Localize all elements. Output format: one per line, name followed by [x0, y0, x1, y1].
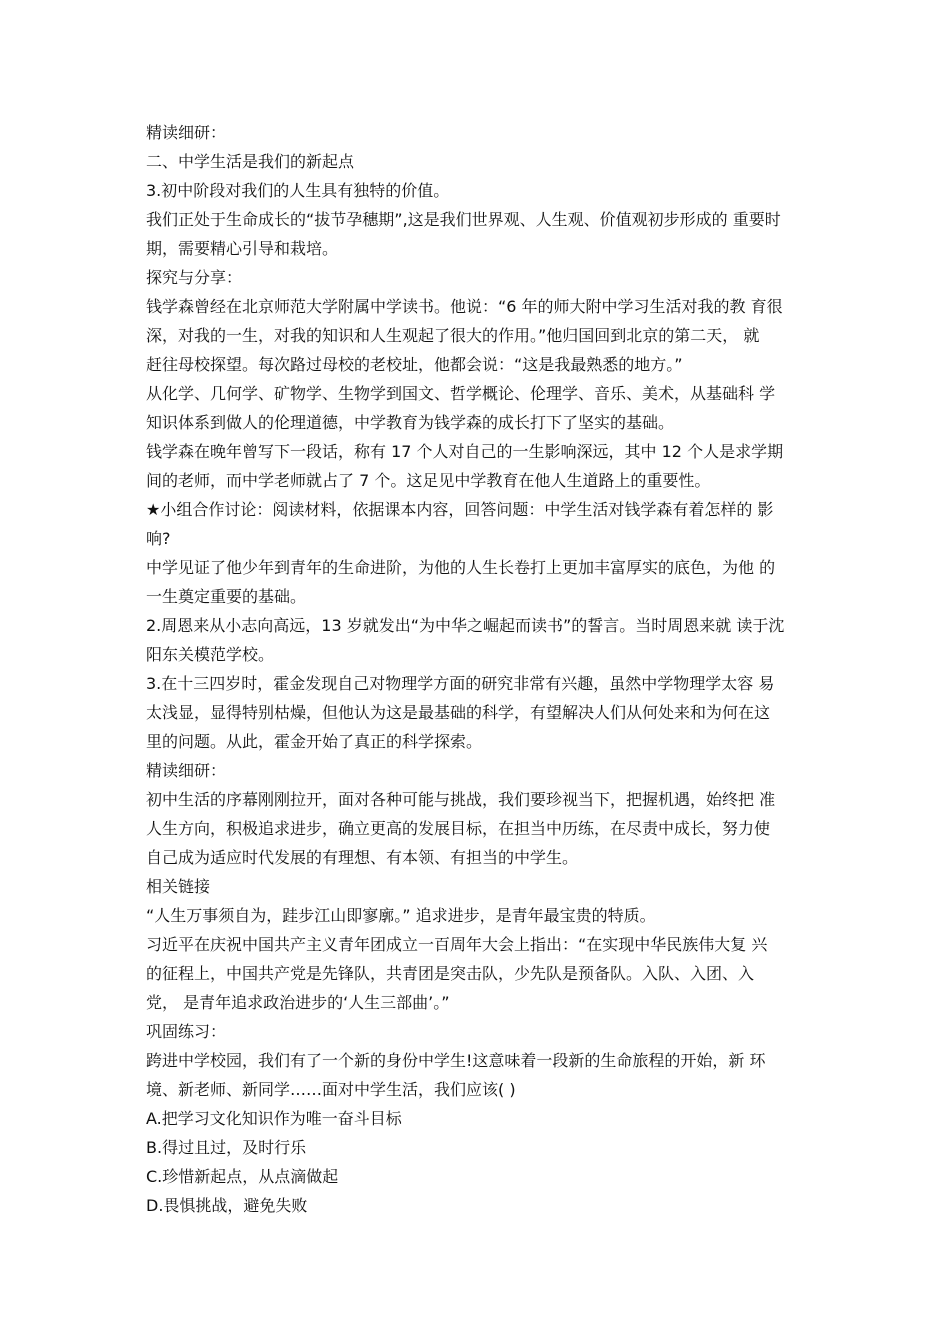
discussion-question: ★小组合作讨论：阅读材料，依据课本内容，回答问题：中学生活对钱学森有着怎样的 影 [146, 500, 774, 519]
document-body [146, 118, 806, 1220]
paragraph-line: 知识体系到做人的伦理道德，中学教育为钱学森的成长打下了坚实的基础。 [146, 413, 675, 432]
paragraph-line: 阳东关模范学校。 [146, 645, 275, 664]
section-title: 二、中学生活是我们的新起点 [146, 152, 355, 171]
paragraph-line: 3.在十三四岁时，霍金发现自己对物理学方面的研究非常有兴趣，虽然中学物理学太容 易 [146, 674, 775, 693]
paragraph-line: 人生方向，积极追求进步，确立更高的发展目标，在担当中历练，在尽责中成长，努力使 [146, 819, 771, 838]
answer-option-d: D.畏惧挑战，避免失败 [146, 1196, 308, 1215]
paragraph-line: 间的老师，而中学老师就占了 7 个。这足见中学教育在他人生道路上的重要性。 [146, 471, 711, 490]
discussion-question: 响? [146, 529, 171, 548]
answer-option-c: C.珍惜新起点，从点滴做起 [146, 1167, 339, 1186]
paragraph-line: 2.周恩来从小志向高远，13 岁就发出“为中华之崛起而读书”的誓言。当时周恩来就 读于沈 [146, 616, 785, 635]
paragraph-line: 初中生活的序幕刚刚拉开，面对各种可能与挑战，我们要珍视当下，把握机遇，始终把 准 [146, 790, 776, 809]
section-heading: 精读细研： [146, 123, 227, 142]
paragraph-line: 我们正处于生命成长的“拔节孕穗期”,这是我们世界观、人生观、价值观初步形成的 重要时 [146, 210, 781, 229]
paragraph-line: 钱学森在晚年曾写下一段话，称有 17 个人对自己的一生影响深远，其中 12 个人是求学期 [146, 442, 784, 461]
paragraph-line: 赶往母校探望。每次路过母校的老校址，他都会说：“这是我最熟悉的地方。” [146, 355, 683, 374]
paragraph-line: 的征程上，中国共产党是先锋队，共青团是突击队，少先队是预备队。入队、入团、入 [146, 964, 755, 983]
paragraph-line: 一生奠定重要的基础。 [146, 587, 307, 606]
answer-option-a: A.把学习文化知识作为唯一奋斗目标 [146, 1109, 402, 1128]
paragraph-line: 党， 是青年追求政治进步的‘人生三部曲’。” [146, 993, 450, 1012]
answer-option-b: B.得过且过，及时行乐 [146, 1138, 307, 1157]
paragraph-line: 习近平在庆祝中国共产主义青年团成立一百周年大会上指出：“在实现中华民族伟大复 兴 [146, 935, 768, 954]
paragraph-line: 钱学森曾经在北京师范大学附属中学读书。他说：“6 年的师大附中学习生活对我的教 育很 [146, 297, 783, 316]
paragraph-line: 太浅显，显得特别枯燥，但他认为这是最基础的科学，有望解决人们从何处来和为何在这 [146, 703, 771, 722]
section-heading: 探究与分享： [146, 268, 243, 287]
quote-line: “人生万事须自为，跬步江山即寥廓。” 追求进步，是青年最宝贵的特质。 [146, 906, 656, 925]
paragraph-line: 深，对我的一生，对我的知识和人生观起了很大的作用。”他归国回到北京的第二天， 就 [146, 326, 760, 345]
paragraph-line: 期，需要精心引导和栽培。 [146, 239, 339, 258]
point-heading: 3.初中阶段对我们的人生具有独特的价值。 [146, 181, 450, 200]
section-heading: 精读细研： [146, 761, 227, 780]
exercise-question: 跨进中学校园，我们有了一个新的身份中学生!这意味着一段新的生命旅程的开始，新 环 [146, 1051, 766, 1070]
section-heading: 相关链接 [146, 877, 211, 896]
paragraph-line: 从化学、几何学、矿物学、生物学到国文、哲学概论、伦理学、音乐、美术，从基础科 学 [146, 384, 776, 403]
paragraph-line: 中学见证了他少年到青年的生命进阶，为他的人生长卷打上更加丰富厚实的底色，为他 的 [146, 558, 776, 577]
paragraph-line: 自己成为适应时代发展的有理想、有本领、有担当的中学生。 [146, 848, 579, 867]
paragraph-line: 里的问题。从此，霍金开始了真正的科学探索。 [146, 732, 483, 751]
exercise-question: 境、新老师、新同学……面对中学生活，我们应该( ) [146, 1080, 516, 1099]
section-heading: 巩固练习： [146, 1022, 227, 1041]
